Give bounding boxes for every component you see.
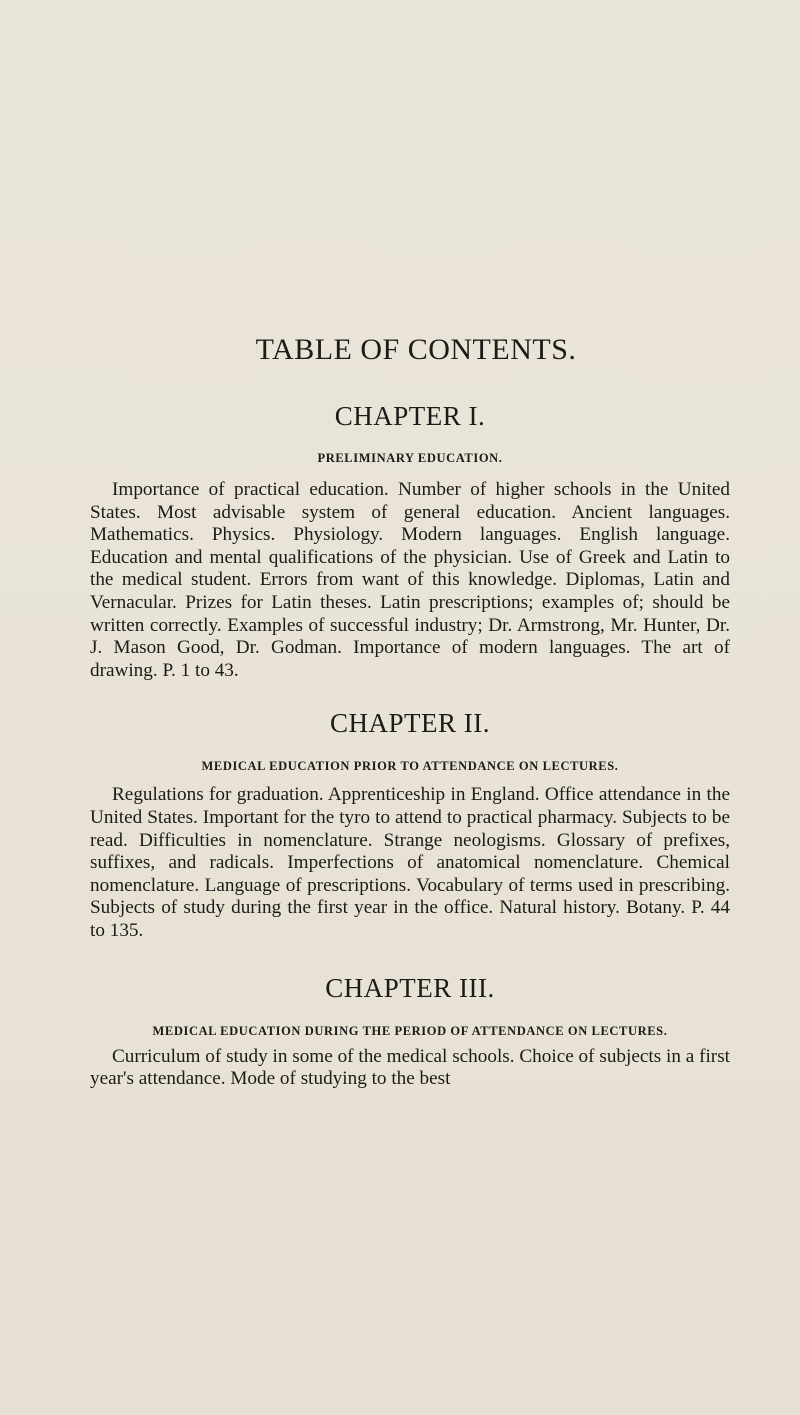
chapter-1-summary: Importance of practical education. Number of higher schools in the United States. Most advisable system of general education. Ancient languages. Mathematics. Physics. Physiology. Modern languages. English language. Education and mental qualifications of the physician. Use of Greek and Latin to the medical student. Errors from want of this knowledge. Diplomas, Latin and Vernacular. Prizes for Latin theses. Latin prescriptions; examples of; should be written correctly. Examples of successful industry; Dr. Armstrong, Mr. Hunter, Dr. J. Mason Good, Dr. Godman. Importance of modern languages. The art of drawing. P. 1 to 43.: [90, 479, 730, 681]
chapter-3-subtitle: MEDICAL EDUCATION DURING THE PERIOD OF ATTENDANCE ON LECTURES.: [152, 1023, 668, 1038]
chapter-3-summary: Curriculum of study in some of the medical schools. Choice of subjects in a first year's attendance. Mode of studying to the best: [90, 1045, 730, 1090]
page-content: [90, 330, 730, 1091]
page-title: TABLE OF CONTENTS.: [255, 333, 577, 366]
chapter-2-summary: Regulations for graduation. Apprenticeship in England. Office attendance in the United States. Important for the tyro to attend to practical pharmacy. Subjects to be read. Difficulties in nomenclature. Strange neologisms. Glossary of prefixes, suffixes, and radicals. Imperfections of anatomical nomenclature. Chemical nomenclature. Language of prescriptions. Vocabulary of terms used in prescribing. Subjects of study during the first year in the office. Natural history. Botany. P. 44 to 135.: [90, 784, 730, 941]
chapter-1-subtitle: PRELIMINARY EDUCATION.: [317, 451, 503, 465]
chapter-2-subtitle: MEDICAL EDUCATION PRIOR TO ATTENDANCE ON LECTURES.: [201, 759, 619, 774]
chapter-2-heading: CHAPTER II.: [330, 708, 490, 739]
chapter-1-heading: CHAPTER I.: [334, 401, 486, 431]
chapter-3-heading: CHAPTER III.: [325, 972, 495, 1003]
